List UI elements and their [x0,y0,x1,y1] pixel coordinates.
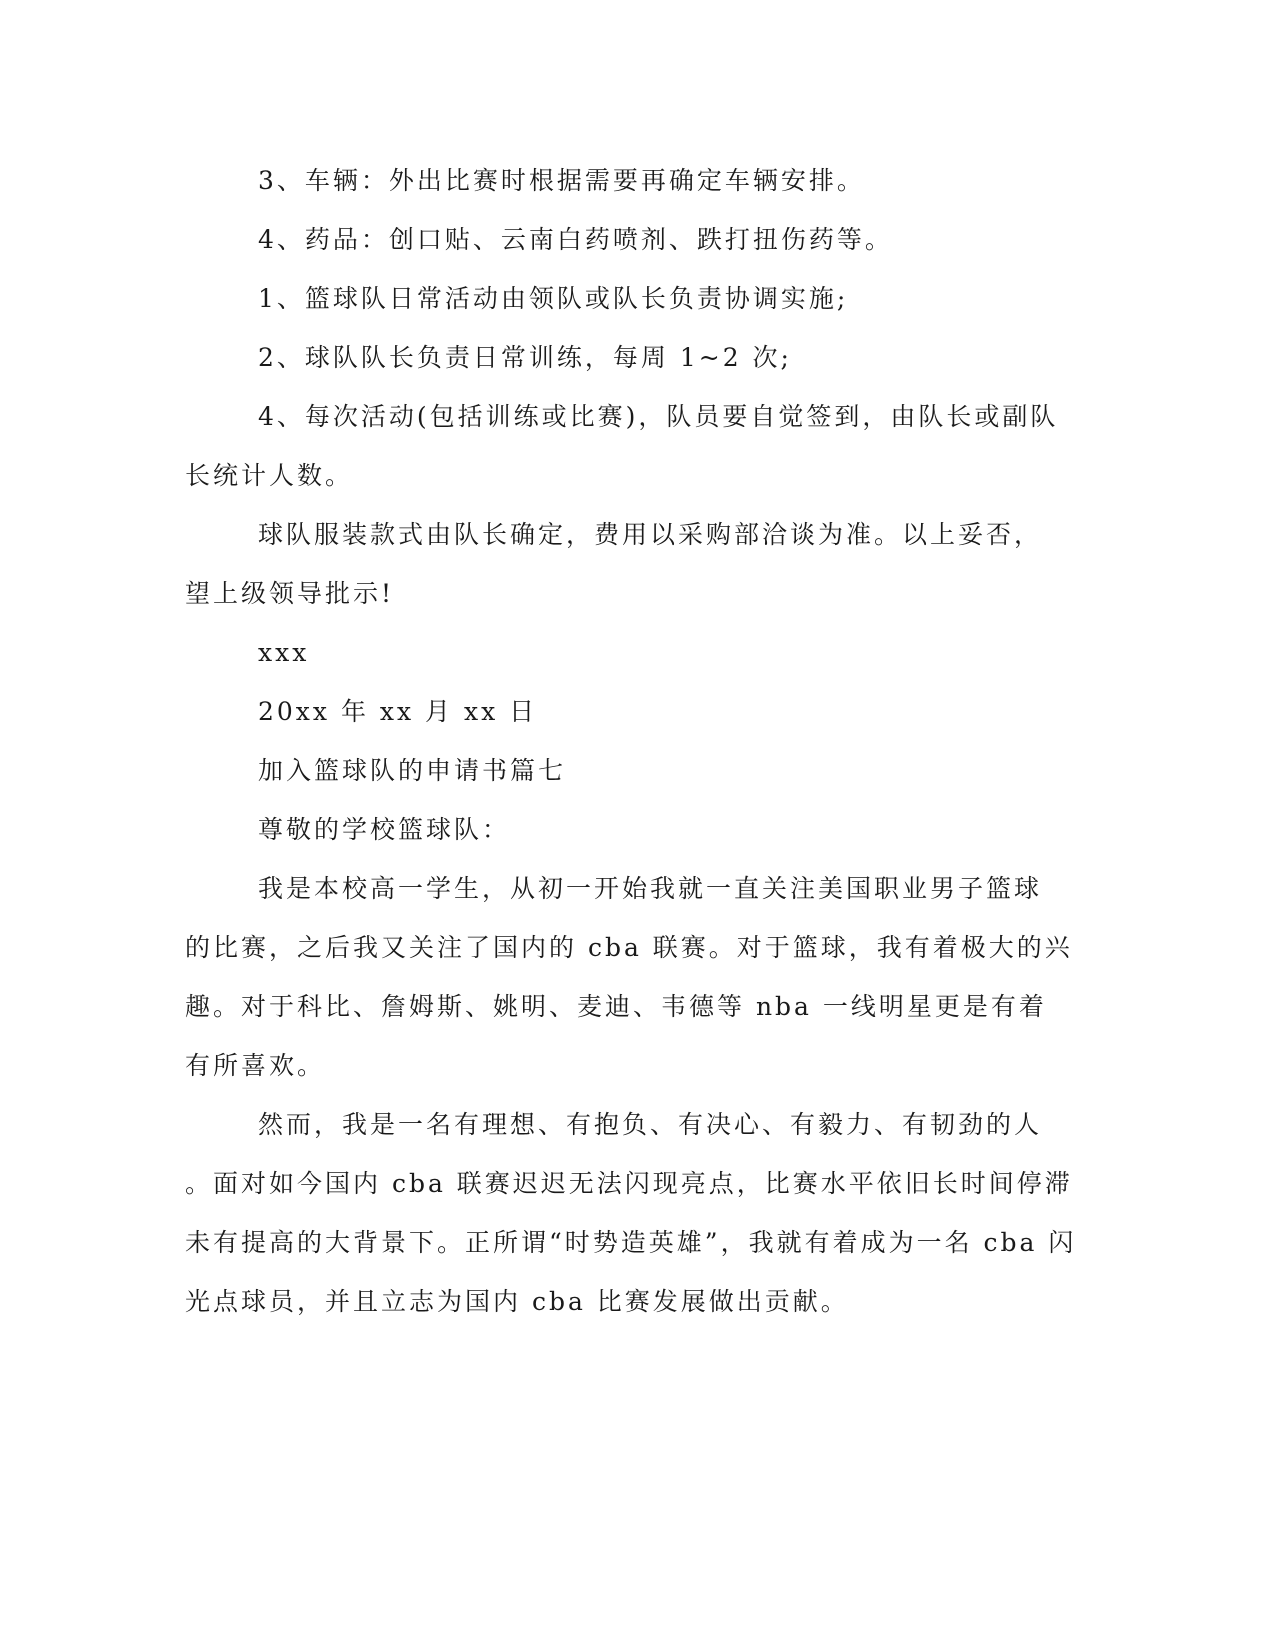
text-line: 长统计人数。 [185,461,354,490]
text-line: 。面对如今国内 cba 联赛迟迟无法闪现亮点，比赛水平依旧长时间停滞 [185,1169,1073,1198]
salutation: 尊敬的学校篮球队： [258,815,511,844]
text-line: 望上级领导批示! [185,579,395,608]
text-line: 然而，我是一名有理想、有抱负、有决心、有毅力、有韧劲的人 [258,1110,1043,1139]
text-line: 趣。对于科比、詹姆斯、姚明、麦迪、韦德等 nba 一线明星更是有着 [185,992,1047,1021]
text-line: 4、每次活动(包括训练或比赛)，队员要自觉签到，由队长或副队 [258,402,1059,431]
date-line: 20xx 年 xx 月 xx 日 [258,697,538,726]
text-line: 有所喜欢。 [185,1051,326,1080]
text-line: 未有提高的大背景下。正所谓“时势造英雄”，我就有着成为一名 cba 闪 [185,1228,1077,1257]
text-line: 我是本校高一学生，从初一开始我就一直关注美国职业男子篮球 [258,874,1043,903]
text-line: 2、球队队长负责日常训练，每周 1~2 次; [258,343,792,372]
text-line: 光点球员，并且立志为国内 cba 比赛发展做出贡献。 [185,1287,849,1316]
text-line: 3、车辆：外出比赛时根据需要再确定车辆安排。 [258,166,865,195]
section-title: 加入篮球队的申请书篇七 [258,756,567,785]
text-line: 1、篮球队日常活动由领队或队长负责协调实施; [258,284,849,313]
text-line: 4、药品：创口贴、云南白药喷剂、跌打扭伤药等。 [258,225,893,254]
signature-name: xxx [258,638,310,667]
text-line: 球队服装款式由队长确定，费用以采购部洽谈为准。以上妥否， [258,520,1043,549]
text-line: 的比赛，之后我又关注了国内的 cba 联赛。对于篮球，我有着极大的兴 [185,933,1073,962]
